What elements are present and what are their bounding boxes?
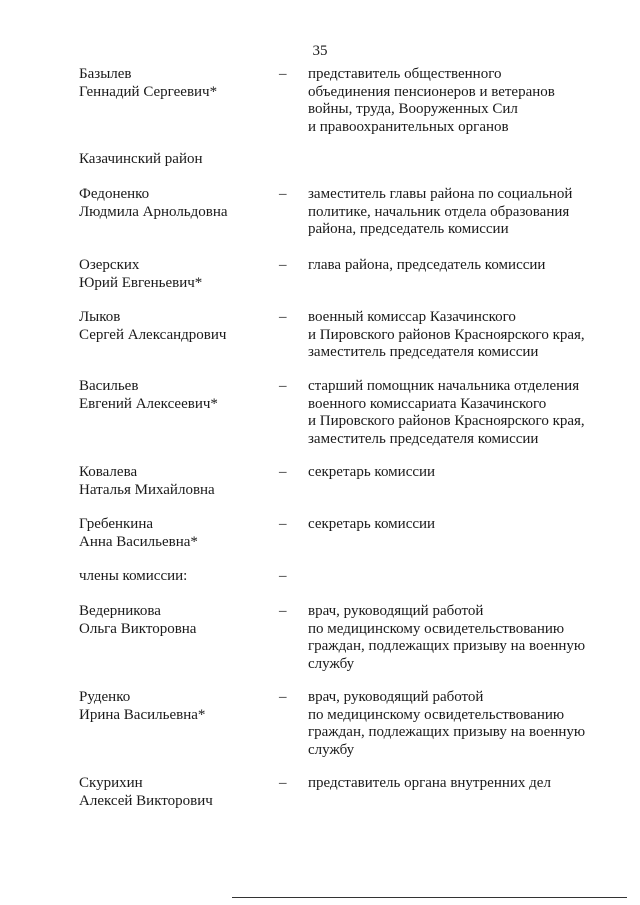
member-given-name: Наталья Михайловна [79, 481, 215, 498]
member-role [308, 689, 608, 759]
dash-separator: – [279, 775, 287, 791]
member-name [79, 257, 264, 292]
role-line: заместитель главы района по социальной [308, 186, 573, 202]
member-surname: Ведерникова [79, 603, 161, 619]
member-given-name: Сергей Александрович [79, 326, 227, 343]
member-role [308, 775, 608, 793]
dash-separator: – [279, 464, 287, 480]
member-given-name: Евгений Алексеевич* [79, 395, 218, 412]
member-given-name: Юрий Евгеньевич* [79, 274, 203, 291]
dash-separator: – [279, 257, 287, 273]
dash-separator: – [279, 378, 287, 394]
page-number: 35 [312, 43, 328, 59]
dash-separator: – [279, 603, 287, 619]
member-name [79, 516, 264, 551]
member-role [308, 603, 608, 673]
member-surname: Васильев [79, 378, 139, 394]
member-role [308, 378, 608, 448]
member-role [308, 309, 608, 362]
member-given-name: Людмила Арнольдовна [79, 203, 228, 220]
role-line: и Пировского районов Красноярского края, [308, 326, 585, 343]
member-role [308, 257, 608, 275]
district-heading: Казачинский район [79, 151, 203, 167]
role-line: службу [308, 655, 355, 672]
member-surname: Базылев [79, 66, 132, 82]
member-name [79, 309, 264, 344]
dash-separator: – [279, 689, 287, 705]
member-surname: Скурихин [79, 775, 143, 791]
role-line: заместитель председателя комиссии [308, 344, 539, 360]
member-surname: Лыков [79, 309, 121, 325]
dash-separator: – [279, 66, 287, 82]
dash-separator: – [279, 309, 287, 325]
member-surname: Руденко [79, 689, 131, 705]
role-line: секретарь комиссии [308, 516, 436, 532]
role-line: войны, труда, Вооруженных Сил [308, 101, 518, 117]
role-line: секретарь комиссии [308, 464, 436, 480]
role-line: службу [308, 741, 355, 758]
dash-separator: – [279, 568, 287, 584]
members-heading: члены комиссии: [79, 568, 188, 584]
member-surname: Гребенкина [79, 516, 154, 532]
member-name [79, 464, 264, 499]
role-line: врач, руководящий работой [308, 689, 484, 705]
dash-separator: – [279, 516, 287, 532]
role-line: политике, начальник отдела образования [308, 203, 570, 220]
member-given-name: Анна Васильевна* [79, 533, 198, 550]
member-name [79, 378, 264, 413]
member-given-name: Алексей Викторович [79, 792, 213, 809]
role-line: и Пировского районов Красноярского края, [308, 413, 585, 429]
dash-separator: – [279, 186, 287, 202]
role-line: военный комиссар Казачинского [308, 309, 516, 325]
member-name [79, 186, 264, 221]
member-name [79, 689, 264, 724]
member-surname: Федоненко [79, 186, 150, 202]
role-line: представитель общественного [308, 66, 502, 82]
role-line: представитель органа внутренних дел [308, 775, 551, 791]
role-line: граждан, подлежащих призыву на военную [308, 724, 586, 740]
member-surname: Ковалева [79, 464, 138, 480]
bottom-divider [232, 897, 627, 898]
member-surname: Озерских [79, 257, 140, 273]
role-line: района, председатель комиссии [308, 221, 509, 237]
role-line: граждан, подлежащих призыву на военную [308, 638, 586, 654]
member-given-name: Ольга Викторовна [79, 620, 197, 637]
role-line: по медицинскому освидетельствованию [308, 620, 565, 637]
member-given-name: Ирина Васильевна* [79, 706, 206, 723]
member-name [79, 66, 264, 101]
member-given-name: Геннадий Сергеевич* [79, 83, 218, 100]
role-line: заместитель председателя комиссии [308, 430, 539, 447]
role-line: врач, руководящий работой [308, 603, 484, 619]
member-role [308, 464, 608, 482]
member-role [308, 516, 608, 534]
member-role [308, 66, 608, 136]
role-line: военного комиссариата Казачинского [308, 395, 547, 412]
role-line: старший помощник начальника отделения [308, 378, 580, 394]
role-line: глава района, председатель комиссии [308, 257, 546, 273]
role-line: по медицинскому освидетельствованию [308, 706, 565, 723]
member-name [79, 775, 264, 810]
role-line: и правоохранительных органов [308, 118, 509, 135]
member-name [79, 603, 264, 638]
member-role [308, 186, 608, 239]
role-line: объединения пенсионеров и ветеранов [308, 83, 555, 100]
